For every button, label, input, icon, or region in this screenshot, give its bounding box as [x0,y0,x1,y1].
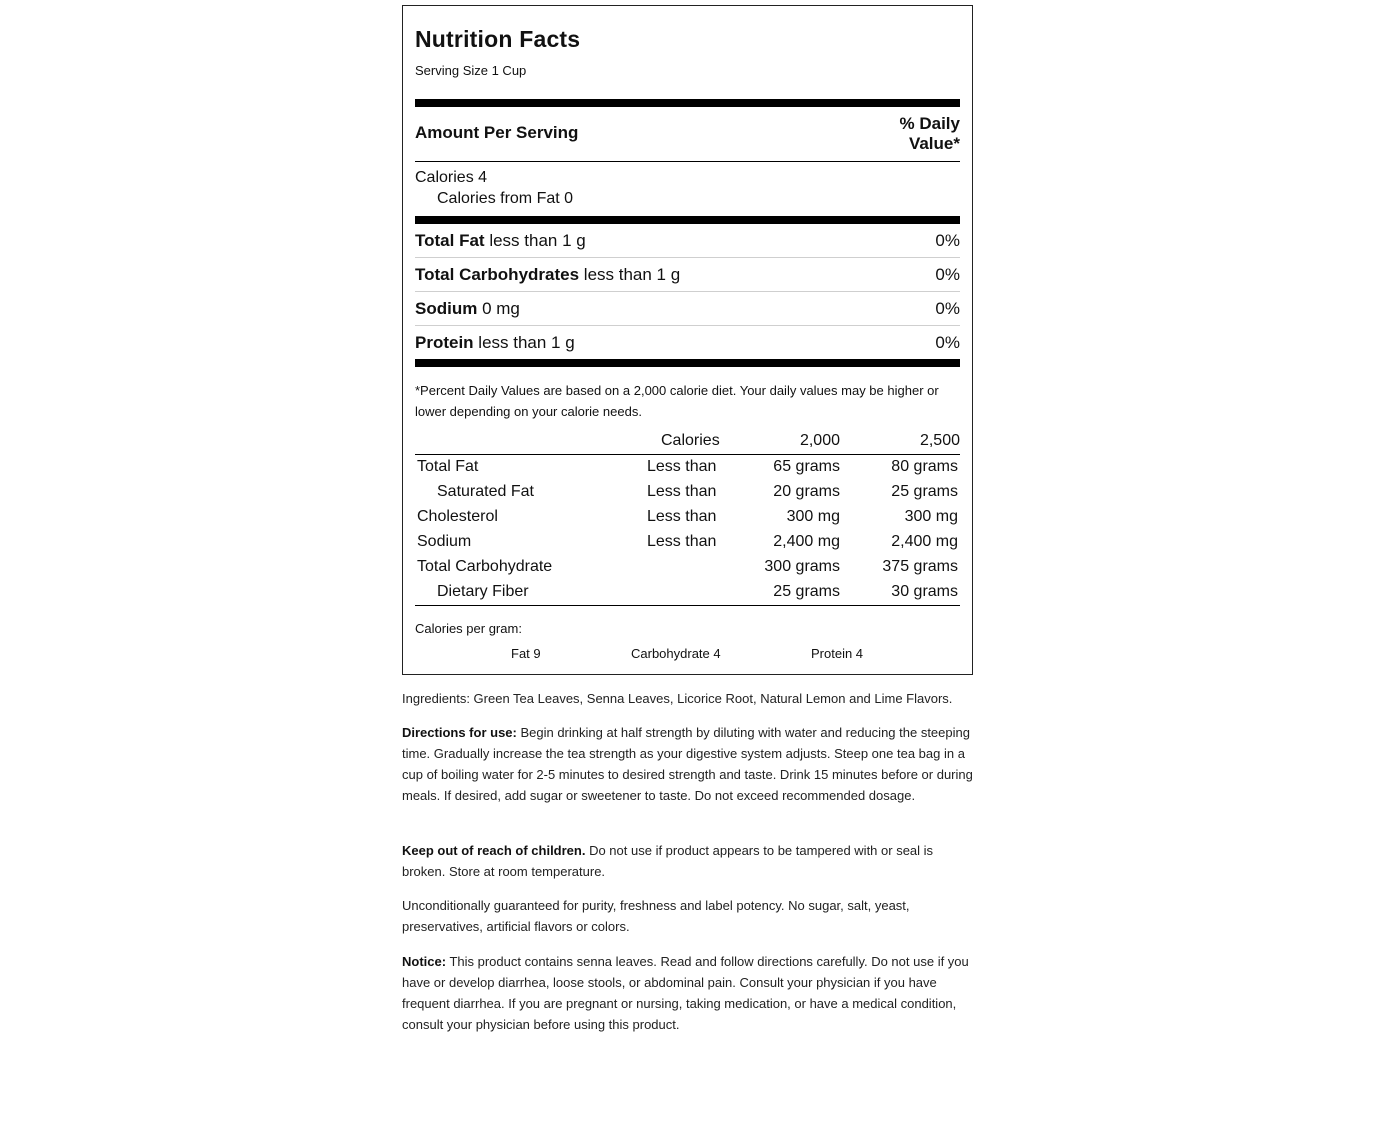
dv-row-2000: 300 grams [764,558,840,575]
directions-text: Begin drinking at half strength by diluting with water and reducing the steeping time. Gradually increase the tea strength as your digestive system adjusts. Steep one tea bag in a cup of boiling water for 2-5 minutes to desired strength and taste. Drink 15 minutes before or during meals. If desired, add sugar or sweetener to taste. Do not exceed recommended dosage. [402,725,973,803]
nutrient-row [415,224,960,258]
thick-divider [415,99,960,107]
nutrient-amount: 0 mg [482,299,520,318]
thick-divider [415,359,960,367]
dv-row-name: Saturated Fat [437,483,534,500]
dv-row-qualifier: Less than [647,483,717,500]
dv-row-qualifier: Less than [647,458,717,475]
nutrient-name: Protein [415,333,474,352]
dv-row-2000: 20 grams [773,483,840,500]
dv-row-name: Total Carbohydrate [417,558,553,575]
dv-table-bottom-rule [415,605,960,606]
nutrient-name: Total Fat [415,231,485,250]
directions-paragraph [402,722,974,806]
nutrient-pct: 0% [935,299,960,318]
nutrient-row [415,326,960,360]
daily-value-header [870,114,960,154]
directions-heading: Directions for use: [402,725,517,740]
thick-divider [415,216,960,224]
dv-header-2000: 2,000 [799,432,840,449]
cpg-protein: Protein 4 [811,646,864,661]
dv-row-2500: 300 mg [904,508,958,525]
keep-out-heading: Keep out of reach of children. [402,843,586,858]
cpg-carbohydrate: Carbohydrate 4 [631,646,721,661]
daily-value-line1: % Daily [899,114,960,133]
dv-row-name: Dietary Fiber [437,583,529,600]
dv-row-2000: 25 grams [773,583,840,600]
ingredients-text: Ingredients: Green Tea Leaves, Senna Leaves, Licorice Root, Natural Lemon and Lime Flavors. [402,691,953,706]
nutrient-pct: 0% [935,231,960,250]
keep-out-text: Do not use if product appears to be tampered with or seal is broken. Store at room temperature. [402,843,934,879]
dv-row-2500: 80 grams [891,458,958,475]
nutrient-pct: 0% [935,265,960,284]
notice-heading: Notice: [402,954,447,969]
dv-row-qualifier: Less than [647,533,717,550]
nutrient-name: Sodium [415,299,478,318]
serving-size: Serving Size 1 Cup [415,63,527,78]
nutrition-facts-label [402,5,973,675]
dv-row-name: Sodium [417,533,472,550]
dv-header-calories: Calories [661,432,720,449]
nutrient-name: Total Carbohydrates [415,265,580,284]
cpg-fat: Fat 9 [511,646,541,661]
daily-value-line2: Value* [908,134,960,153]
keep-out-paragraph [402,840,974,882]
dv-row-2000: 300 mg [786,508,840,525]
guarantee-text: Unconditionally guaranteed for purity, freshness and label potency. No sugar, salt, yeast, preservatives, artificial flavors or colors. [402,898,910,934]
dv-row-qualifier: Less than [647,508,717,525]
dv-table-top-rule [415,454,960,455]
notice-paragraph [402,951,974,1035]
thin-divider [415,161,960,162]
amount-per-serving: Amount Per Serving [415,123,579,142]
nutrient-row [415,258,960,292]
nutrient-amount: less than 1 g [489,231,586,250]
calories-per-gram-label: Calories per gram: [415,621,522,636]
label-title: Nutrition Facts [415,26,581,52]
nutrient-amount: less than 1 g [478,333,575,352]
calories: Calories 4 [415,169,488,186]
nutrient-amount: less than 1 g [583,265,681,284]
nutrient-row [415,292,960,326]
dv-row-name: Total Fat [417,458,479,475]
notice-text: This product contains senna leaves. Read and follow directions carefully. Do not use if you have or develop diarrhea, loose stools, or abdominal pain. Consult your physician if you have frequent diarrhea. If you are pregnant or nursing, taking medication, or have a medical condition, consult your physician before using this product. [402,954,969,1032]
dv-row-2500: 25 grams [891,483,958,500]
dv-row-2500: 30 grams [891,583,958,600]
dv-header-2500: 2,500 [919,432,960,449]
nutrient-pct: 0% [935,333,960,352]
calories-from-fat: Calories from Fat 0 [437,190,574,207]
dv-row-2500: 375 grams [882,558,958,575]
dv-row-2500: 2,400 mg [891,533,958,550]
dv-row-2000: 65 grams [773,458,840,475]
daily-value-footnote: *Percent Daily Values are based on a 2,000 calorie diet. Your daily values may be higher or lower depending on your calorie needs. [415,383,939,419]
dv-row-name: Cholesterol [417,508,498,525]
dv-row-2000: 2,400 mg [773,533,840,550]
